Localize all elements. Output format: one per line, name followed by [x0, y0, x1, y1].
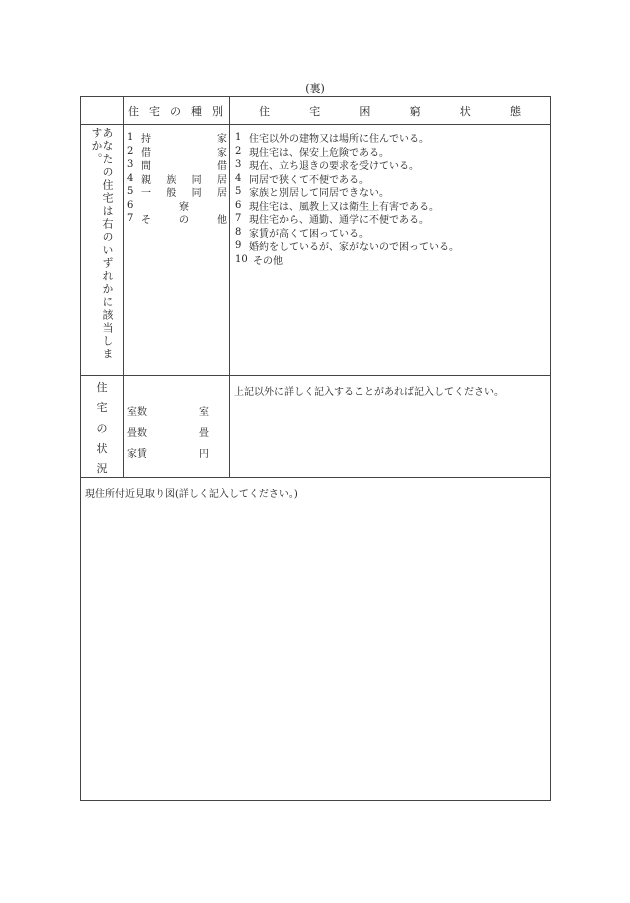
label-char: 居 — [216, 174, 227, 186]
label-char: 寮 — [179, 201, 189, 213]
label-char: 同 — [191, 188, 202, 200]
item-number: 3 — [235, 159, 242, 171]
item-text: 同居で狭くて不便である。 — [249, 174, 369, 186]
header-char: の — [170, 104, 181, 118]
label-char: 親 — [141, 174, 151, 186]
col-divider-2 — [229, 97, 230, 477]
housing-status-heading — [81, 379, 123, 476]
housing-type-item[interactable] — [127, 145, 227, 159]
label-char: 居 — [216, 188, 227, 200]
header-char: 住 — [259, 104, 270, 118]
difficulty-item[interactable] — [235, 172, 545, 186]
item-number: 8 — [235, 226, 242, 238]
label-char: の — [179, 215, 189, 227]
item-text: その他 — [253, 255, 283, 267]
label-char: 間 — [141, 161, 151, 173]
item-number: 7 — [235, 213, 242, 225]
item-number: 4 — [127, 172, 134, 184]
rent-field[interactable] — [127, 442, 209, 463]
item-number: 2 — [127, 145, 134, 157]
field-unit: 室 — [199, 407, 209, 418]
label-char: 他 — [217, 215, 227, 227]
difficulty-item[interactable] — [235, 158, 545, 172]
page-label: (裏) — [305, 82, 325, 95]
item-text: 現住宅は、風教上又は衛生上有害である。 — [249, 201, 439, 213]
housing-type-item[interactable] — [127, 185, 227, 199]
label-char: 家 — [217, 134, 227, 146]
housing-type-header — [128, 97, 223, 124]
question-text: あなたの住宅は右のいずれかに該当しますか。 — [90, 127, 114, 361]
housing-type-list — [127, 131, 227, 226]
difficulty-item[interactable] — [235, 145, 545, 159]
item-text: 現住宅から、通勤、通学に不便である。 — [249, 215, 429, 227]
label-char: 家 — [217, 147, 227, 159]
item-number: 4 — [235, 172, 242, 184]
label-char: 持 — [141, 134, 151, 146]
difficulty-item[interactable] — [235, 185, 545, 199]
housing-form — [80, 96, 551, 801]
difficulty-item[interactable] — [235, 199, 545, 213]
item-text: 住宅以外の建物又は場所に住んでいる。 — [249, 134, 429, 146]
heading-char: 宅 — [96, 401, 108, 415]
label-char: 一 — [141, 188, 151, 200]
tatami-count-field[interactable] — [127, 421, 209, 442]
header-char: 宅 — [309, 104, 321, 118]
label-char: 般 — [166, 188, 177, 200]
heading-char: 況 — [96, 462, 108, 475]
label-char: 族 — [166, 174, 177, 186]
difficulty-item[interactable] — [235, 226, 545, 240]
label-char: 同 — [191, 174, 202, 186]
field-label: 畳数 — [127, 428, 147, 439]
field-unit: 円 — [199, 449, 209, 460]
additional-notes-instruction: 上記以外に詳しく記入することがあれば記入してください。 — [234, 387, 504, 398]
field-unit: 畳 — [199, 428, 209, 439]
room-count-field[interactable] — [127, 400, 209, 421]
housing-type-item[interactable] — [127, 131, 227, 145]
item-number: 5 — [127, 186, 134, 198]
header-char: 宅 — [149, 104, 160, 118]
difficulty-item[interactable] — [235, 212, 545, 226]
item-text: 家賃が高くて困っている。 — [249, 228, 369, 240]
col-divider-1 — [123, 97, 124, 477]
housing-difficulty-header — [259, 97, 521, 124]
label-char: 借 — [217, 161, 227, 173]
item-number: 1 — [127, 132, 134, 144]
housing-type-item[interactable] — [127, 212, 227, 226]
header-char: 状 — [459, 104, 471, 118]
item-number: 1 — [235, 132, 242, 144]
heading-char: 住 — [96, 381, 108, 394]
map-area-label: 現住所付近見取り図(詳しく記入してください。) — [85, 489, 298, 500]
header-divider — [81, 124, 550, 125]
heading-char: の — [96, 421, 108, 435]
status-divider — [81, 477, 550, 478]
housing-type-item[interactable] — [127, 172, 227, 186]
housing-type-item[interactable] — [127, 158, 227, 172]
item-text: 現在、立ち退きの要求を受けている。 — [249, 161, 419, 173]
housing-difficulty-list — [235, 131, 545, 266]
item-label — [141, 211, 227, 226]
header-char: 住 — [128, 104, 139, 118]
item-text: 家族と別居して同居できない。 — [249, 188, 389, 200]
difficulty-item[interactable] — [235, 239, 545, 253]
item-number: 5 — [235, 186, 242, 198]
item-number: 3 — [127, 159, 134, 171]
difficulty-item[interactable] — [235, 253, 545, 267]
heading-char: 状 — [96, 441, 108, 455]
item-text: 現住宅は、保安上危険である。 — [249, 147, 389, 159]
item-text: 婚約をしているが、家がないので困っている。 — [249, 242, 459, 254]
field-label: 家賃 — [127, 449, 147, 460]
header-char: 困 — [359, 104, 371, 118]
item-number: 6 — [127, 199, 134, 211]
difficulty-item[interactable] — [235, 131, 545, 145]
label-char: 借 — [141, 147, 151, 159]
header-char: 別 — [212, 104, 223, 118]
field-label: 室数 — [127, 407, 147, 418]
item-number: 6 — [235, 199, 242, 211]
housing-status-fields — [127, 400, 209, 463]
item-number: 9 — [235, 240, 242, 252]
item-number: 7 — [127, 213, 134, 225]
housing-type-item[interactable] — [127, 199, 227, 213]
types-divider — [81, 375, 550, 376]
header-char: 態 — [509, 104, 521, 118]
header-char: 種 — [191, 104, 202, 118]
question-cell — [81, 127, 123, 372]
item-number: 10 — [235, 253, 248, 265]
label-char: そ — [141, 215, 151, 227]
item-number: 2 — [235, 145, 242, 157]
header-char: 窮 — [409, 104, 421, 118]
